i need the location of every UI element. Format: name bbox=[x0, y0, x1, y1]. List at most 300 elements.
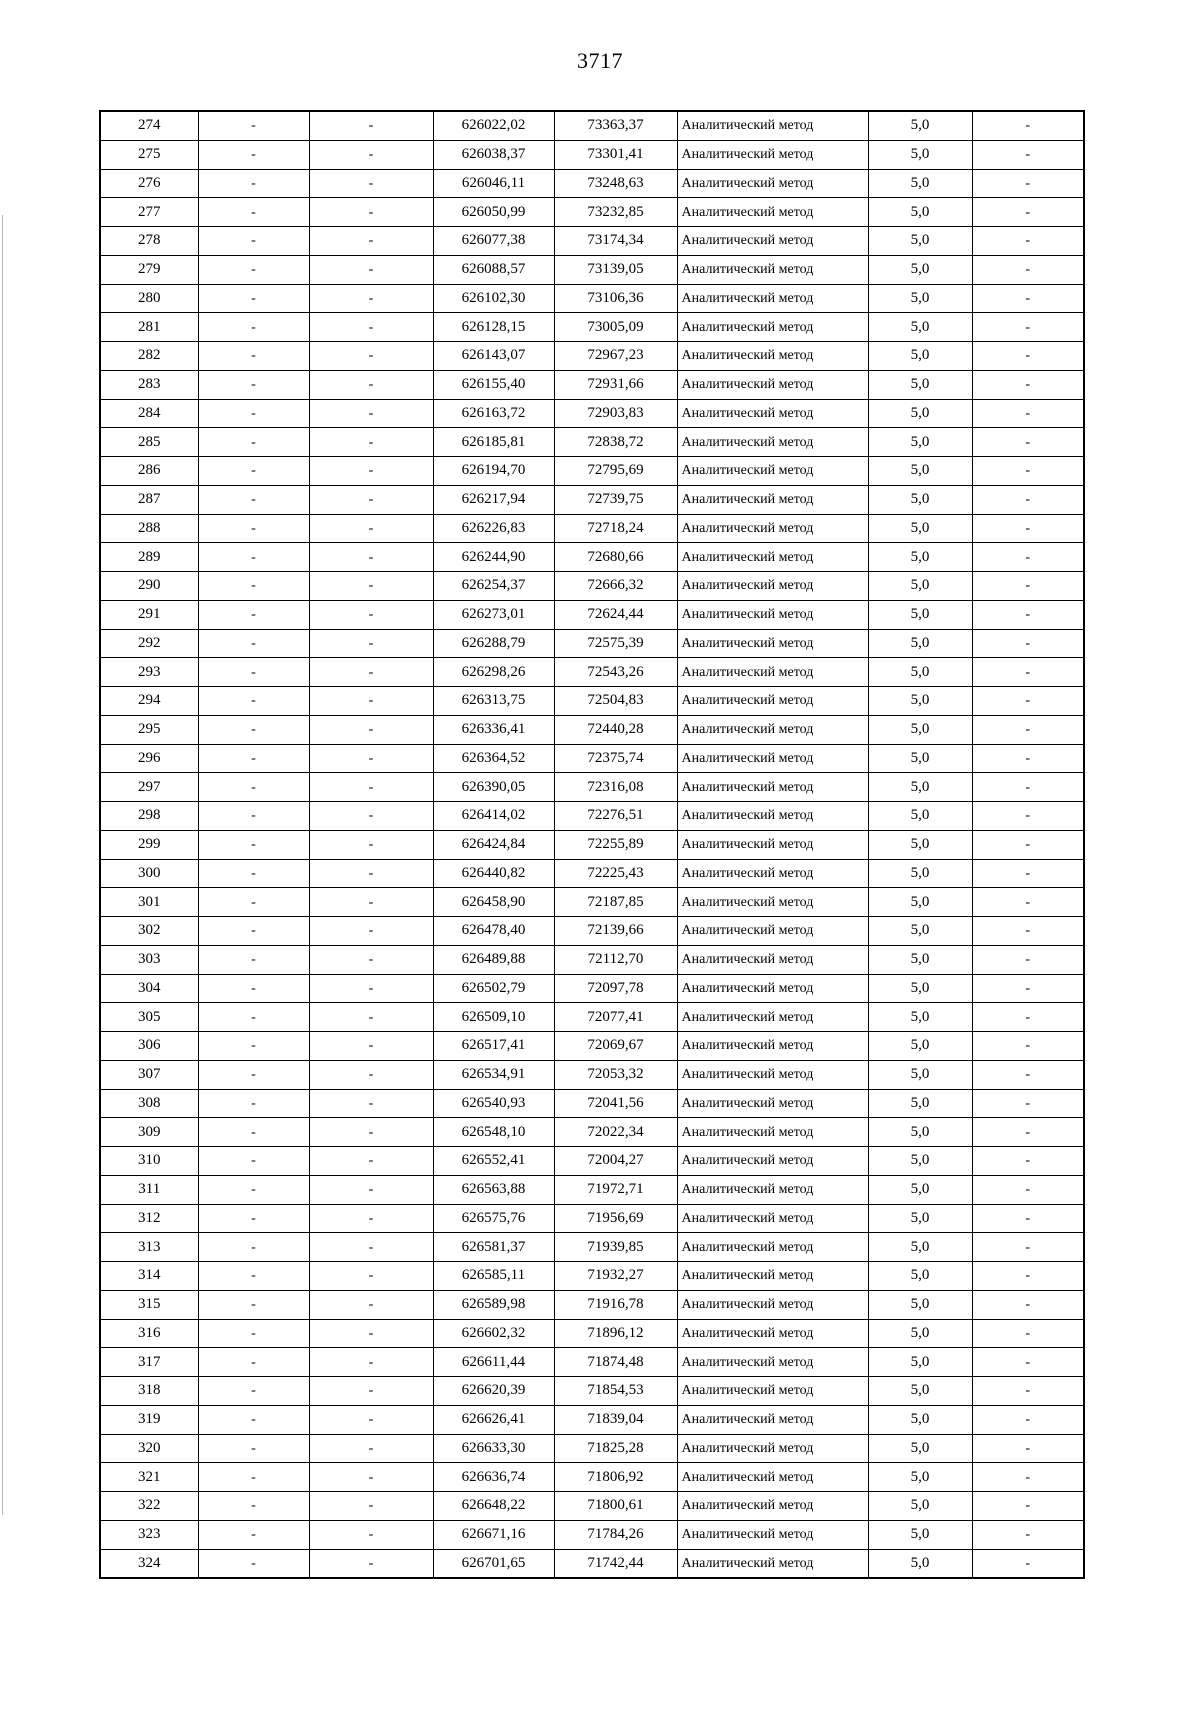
accuracy-cell: 5,0 bbox=[868, 1434, 972, 1463]
y-coordinate-cell: 72112,70 bbox=[554, 945, 677, 974]
point-number-cell: 311 bbox=[100, 1175, 198, 1204]
empty-value-cell: - bbox=[198, 284, 309, 313]
method-cell: Аналитический метод bbox=[677, 428, 868, 457]
accuracy-cell: 5,0 bbox=[868, 370, 972, 399]
method-cell: Аналитический метод bbox=[677, 917, 868, 946]
y-coordinate-cell: 72575,39 bbox=[554, 629, 677, 658]
empty-value-cell: - bbox=[309, 744, 433, 773]
empty-value-cell: - bbox=[309, 111, 433, 140]
method-cell: Аналитический метод bbox=[677, 169, 868, 198]
empty-value-cell: - bbox=[198, 1262, 309, 1291]
y-coordinate-cell: 72225,43 bbox=[554, 859, 677, 888]
point-number-cell: 290 bbox=[100, 572, 198, 601]
empty-value-cell: - bbox=[309, 917, 433, 946]
y-coordinate-cell: 72097,78 bbox=[554, 974, 677, 1003]
table-row bbox=[100, 140, 1084, 169]
accuracy-cell: 5,0 bbox=[868, 284, 972, 313]
method-cell: Аналитический метод bbox=[677, 1089, 868, 1118]
method-cell: Аналитический метод bbox=[677, 687, 868, 716]
empty-value-cell: - bbox=[309, 600, 433, 629]
empty-value-cell: - bbox=[972, 1204, 1084, 1233]
method-cell: Аналитический метод bbox=[677, 802, 868, 831]
table-row bbox=[100, 457, 1084, 486]
x-coordinate-cell: 626273,01 bbox=[433, 600, 554, 629]
method-cell: Аналитический метод bbox=[677, 111, 868, 140]
x-coordinate-cell: 626088,57 bbox=[433, 255, 554, 284]
x-coordinate-cell: 626548,10 bbox=[433, 1118, 554, 1147]
y-coordinate-cell: 71932,27 bbox=[554, 1262, 677, 1291]
y-coordinate-cell: 72680,66 bbox=[554, 543, 677, 572]
empty-value-cell: - bbox=[309, 1147, 433, 1176]
empty-value-cell: - bbox=[972, 1233, 1084, 1262]
table-row bbox=[100, 1118, 1084, 1147]
table-row bbox=[100, 1204, 1084, 1233]
empty-value-cell: - bbox=[972, 1290, 1084, 1319]
point-number-cell: 295 bbox=[100, 715, 198, 744]
empty-value-cell: - bbox=[972, 1118, 1084, 1147]
point-number-cell: 282 bbox=[100, 342, 198, 371]
empty-value-cell: - bbox=[972, 600, 1084, 629]
empty-value-cell: - bbox=[972, 1434, 1084, 1463]
empty-value-cell: - bbox=[972, 1520, 1084, 1549]
y-coordinate-cell: 73005,09 bbox=[554, 313, 677, 342]
y-coordinate-cell: 71874,48 bbox=[554, 1348, 677, 1377]
point-number-cell: 313 bbox=[100, 1233, 198, 1262]
table-row bbox=[100, 974, 1084, 1003]
empty-value-cell: - bbox=[198, 457, 309, 486]
x-coordinate-cell: 626552,41 bbox=[433, 1147, 554, 1176]
point-number-cell: 297 bbox=[100, 773, 198, 802]
empty-value-cell: - bbox=[309, 399, 433, 428]
empty-value-cell: - bbox=[309, 658, 433, 687]
x-coordinate-cell: 626163,72 bbox=[433, 399, 554, 428]
empty-value-cell: - bbox=[972, 1492, 1084, 1521]
accuracy-cell: 5,0 bbox=[868, 457, 972, 486]
x-coordinate-cell: 626636,74 bbox=[433, 1463, 554, 1492]
x-coordinate-cell: 626185,81 bbox=[433, 428, 554, 457]
empty-value-cell: - bbox=[198, 255, 309, 284]
point-number-cell: 317 bbox=[100, 1348, 198, 1377]
y-coordinate-cell: 72931,66 bbox=[554, 370, 677, 399]
point-number-cell: 280 bbox=[100, 284, 198, 313]
y-coordinate-cell: 72666,32 bbox=[554, 572, 677, 601]
empty-value-cell: - bbox=[972, 629, 1084, 658]
accuracy-cell: 5,0 bbox=[868, 543, 972, 572]
y-coordinate-cell: 73232,85 bbox=[554, 198, 677, 227]
empty-value-cell: - bbox=[198, 1089, 309, 1118]
method-cell: Аналитический метод bbox=[677, 1492, 868, 1521]
empty-value-cell: - bbox=[198, 428, 309, 457]
point-number-cell: 304 bbox=[100, 974, 198, 1003]
method-cell: Аналитический метод bbox=[677, 1348, 868, 1377]
y-coordinate-cell: 72718,24 bbox=[554, 514, 677, 543]
table-row bbox=[100, 830, 1084, 859]
method-cell: Аналитический метод bbox=[677, 1434, 868, 1463]
empty-value-cell: - bbox=[198, 773, 309, 802]
x-coordinate-cell: 626143,07 bbox=[433, 342, 554, 371]
accuracy-cell: 5,0 bbox=[868, 802, 972, 831]
method-cell: Аналитический метод bbox=[677, 572, 868, 601]
x-coordinate-cell: 626077,38 bbox=[433, 227, 554, 256]
x-coordinate-cell: 626424,84 bbox=[433, 830, 554, 859]
empty-value-cell: - bbox=[972, 859, 1084, 888]
point-number-cell: 277 bbox=[100, 198, 198, 227]
empty-value-cell: - bbox=[309, 1319, 433, 1348]
point-number-cell: 276 bbox=[100, 169, 198, 198]
accuracy-cell: 5,0 bbox=[868, 1348, 972, 1377]
method-cell: Аналитический метод bbox=[677, 1003, 868, 1032]
y-coordinate-cell: 71806,92 bbox=[554, 1463, 677, 1492]
empty-value-cell: - bbox=[198, 1319, 309, 1348]
point-number-cell: 296 bbox=[100, 744, 198, 773]
method-cell: Аналитический метод bbox=[677, 1175, 868, 1204]
table-row bbox=[100, 917, 1084, 946]
point-number-cell: 275 bbox=[100, 140, 198, 169]
method-cell: Аналитический метод bbox=[677, 227, 868, 256]
method-cell: Аналитический метод bbox=[677, 485, 868, 514]
empty-value-cell: - bbox=[309, 255, 433, 284]
table-row bbox=[100, 1549, 1084, 1578]
y-coordinate-cell: 72069,67 bbox=[554, 1032, 677, 1061]
accuracy-cell: 5,0 bbox=[868, 1118, 972, 1147]
y-coordinate-cell: 72739,75 bbox=[554, 485, 677, 514]
accuracy-cell: 5,0 bbox=[868, 485, 972, 514]
empty-value-cell: - bbox=[198, 1147, 309, 1176]
empty-value-cell: - bbox=[972, 744, 1084, 773]
empty-value-cell: - bbox=[309, 428, 433, 457]
y-coordinate-cell: 72838,72 bbox=[554, 428, 677, 457]
empty-value-cell: - bbox=[972, 140, 1084, 169]
accuracy-cell: 5,0 bbox=[868, 399, 972, 428]
empty-value-cell: - bbox=[198, 1060, 309, 1089]
point-number-cell: 279 bbox=[100, 255, 198, 284]
method-cell: Аналитический метод bbox=[677, 945, 868, 974]
y-coordinate-cell: 71916,78 bbox=[554, 1290, 677, 1319]
table-row bbox=[100, 198, 1084, 227]
empty-value-cell: - bbox=[972, 198, 1084, 227]
method-cell: Аналитический метод bbox=[677, 1032, 868, 1061]
accuracy-cell: 5,0 bbox=[868, 514, 972, 543]
method-cell: Аналитический метод bbox=[677, 1290, 868, 1319]
x-coordinate-cell: 626581,37 bbox=[433, 1233, 554, 1262]
accuracy-cell: 5,0 bbox=[868, 1032, 972, 1061]
empty-value-cell: - bbox=[309, 342, 433, 371]
empty-value-cell: - bbox=[309, 1348, 433, 1377]
method-cell: Аналитический метод bbox=[677, 284, 868, 313]
empty-value-cell: - bbox=[972, 1463, 1084, 1492]
empty-value-cell: - bbox=[309, 370, 433, 399]
table-row bbox=[100, 888, 1084, 917]
method-cell: Аналитический метод bbox=[677, 830, 868, 859]
table-row bbox=[100, 1463, 1084, 1492]
table-row bbox=[100, 1405, 1084, 1434]
empty-value-cell: - bbox=[198, 658, 309, 687]
empty-value-cell: - bbox=[972, 974, 1084, 1003]
accuracy-cell: 5,0 bbox=[868, 1003, 972, 1032]
point-number-cell: 298 bbox=[100, 802, 198, 831]
x-coordinate-cell: 626022,02 bbox=[433, 111, 554, 140]
table-row bbox=[100, 514, 1084, 543]
x-coordinate-cell: 626440,82 bbox=[433, 859, 554, 888]
empty-value-cell: - bbox=[972, 888, 1084, 917]
empty-value-cell: - bbox=[309, 514, 433, 543]
x-coordinate-cell: 626534,91 bbox=[433, 1060, 554, 1089]
empty-value-cell: - bbox=[972, 485, 1084, 514]
empty-value-cell: - bbox=[198, 1377, 309, 1406]
empty-value-cell: - bbox=[198, 945, 309, 974]
table-row bbox=[100, 1377, 1084, 1406]
table-row bbox=[100, 111, 1084, 140]
x-coordinate-cell: 626602,32 bbox=[433, 1319, 554, 1348]
empty-value-cell: - bbox=[198, 370, 309, 399]
point-number-cell: 315 bbox=[100, 1290, 198, 1319]
accuracy-cell: 5,0 bbox=[868, 572, 972, 601]
y-coordinate-cell: 72041,56 bbox=[554, 1089, 677, 1118]
empty-value-cell: - bbox=[309, 888, 433, 917]
method-cell: Аналитический метод bbox=[677, 1319, 868, 1348]
accuracy-cell: 5,0 bbox=[868, 859, 972, 888]
y-coordinate-cell: 71742,44 bbox=[554, 1549, 677, 1578]
x-coordinate-cell: 626102,30 bbox=[433, 284, 554, 313]
x-coordinate-cell: 626540,93 bbox=[433, 1089, 554, 1118]
point-number-cell: 283 bbox=[100, 370, 198, 399]
accuracy-cell: 5,0 bbox=[868, 1204, 972, 1233]
empty-value-cell: - bbox=[198, 572, 309, 601]
method-cell: Аналитический метод bbox=[677, 773, 868, 802]
empty-value-cell: - bbox=[198, 1492, 309, 1521]
empty-value-cell: - bbox=[198, 140, 309, 169]
table-row bbox=[100, 1262, 1084, 1291]
x-coordinate-cell: 626671,16 bbox=[433, 1520, 554, 1549]
table-row bbox=[100, 658, 1084, 687]
empty-value-cell: - bbox=[198, 485, 309, 514]
table-row bbox=[100, 227, 1084, 256]
empty-value-cell: - bbox=[198, 1204, 309, 1233]
point-number-cell: 308 bbox=[100, 1089, 198, 1118]
point-number-cell: 303 bbox=[100, 945, 198, 974]
method-cell: Аналитический метод bbox=[677, 457, 868, 486]
x-coordinate-cell: 626414,02 bbox=[433, 802, 554, 831]
point-number-cell: 289 bbox=[100, 543, 198, 572]
x-coordinate-cell: 626620,39 bbox=[433, 1377, 554, 1406]
empty-value-cell: - bbox=[198, 1520, 309, 1549]
method-cell: Аналитический метод bbox=[677, 715, 868, 744]
page-number: 3717 bbox=[577, 48, 623, 73]
empty-value-cell: - bbox=[972, 1032, 1084, 1061]
empty-value-cell: - bbox=[309, 1405, 433, 1434]
empty-value-cell: - bbox=[309, 1060, 433, 1089]
empty-value-cell: - bbox=[198, 917, 309, 946]
point-number-cell: 301 bbox=[100, 888, 198, 917]
method-cell: Аналитический метод bbox=[677, 888, 868, 917]
table-row bbox=[100, 313, 1084, 342]
empty-value-cell: - bbox=[972, 715, 1084, 744]
empty-value-cell: - bbox=[309, 974, 433, 1003]
accuracy-cell: 5,0 bbox=[868, 140, 972, 169]
table-row bbox=[100, 169, 1084, 198]
accuracy-cell: 5,0 bbox=[868, 600, 972, 629]
empty-value-cell: - bbox=[309, 169, 433, 198]
empty-value-cell: - bbox=[198, 313, 309, 342]
x-coordinate-cell: 626648,22 bbox=[433, 1492, 554, 1521]
accuracy-cell: 5,0 bbox=[868, 1463, 972, 1492]
method-cell: Аналитический метод bbox=[677, 543, 868, 572]
table-row bbox=[100, 1089, 1084, 1118]
empty-value-cell: - bbox=[972, 572, 1084, 601]
empty-value-cell: - bbox=[309, 1089, 433, 1118]
y-coordinate-cell: 72440,28 bbox=[554, 715, 677, 744]
empty-value-cell: - bbox=[972, 342, 1084, 371]
accuracy-cell: 5,0 bbox=[868, 658, 972, 687]
empty-value-cell: - bbox=[972, 773, 1084, 802]
point-number-cell: 292 bbox=[100, 629, 198, 658]
table-row bbox=[100, 1520, 1084, 1549]
table-row bbox=[100, 802, 1084, 831]
accuracy-cell: 5,0 bbox=[868, 830, 972, 859]
method-cell: Аналитический метод bbox=[677, 629, 868, 658]
empty-value-cell: - bbox=[309, 859, 433, 888]
y-coordinate-cell: 72139,66 bbox=[554, 917, 677, 946]
empty-value-cell: - bbox=[309, 1204, 433, 1233]
empty-value-cell: - bbox=[309, 198, 433, 227]
table-row bbox=[100, 600, 1084, 629]
x-coordinate-cell: 626313,75 bbox=[433, 687, 554, 716]
point-number-cell: 309 bbox=[100, 1118, 198, 1147]
accuracy-cell: 5,0 bbox=[868, 1405, 972, 1434]
accuracy-cell: 5,0 bbox=[868, 1175, 972, 1204]
empty-value-cell: - bbox=[198, 830, 309, 859]
y-coordinate-cell: 71854,53 bbox=[554, 1377, 677, 1406]
y-coordinate-cell: 71939,85 bbox=[554, 1233, 677, 1262]
point-number-cell: 312 bbox=[100, 1204, 198, 1233]
y-coordinate-cell: 73363,37 bbox=[554, 111, 677, 140]
empty-value-cell: - bbox=[198, 169, 309, 198]
empty-value-cell: - bbox=[309, 227, 433, 256]
point-number-cell: 318 bbox=[100, 1377, 198, 1406]
y-coordinate-cell: 73139,05 bbox=[554, 255, 677, 284]
method-cell: Аналитический метод bbox=[677, 744, 868, 773]
accuracy-cell: 5,0 bbox=[868, 111, 972, 140]
empty-value-cell: - bbox=[198, 1003, 309, 1032]
method-cell: Аналитический метод bbox=[677, 1233, 868, 1262]
table-row bbox=[100, 284, 1084, 313]
empty-value-cell: - bbox=[972, 1089, 1084, 1118]
empty-value-cell: - bbox=[309, 1377, 433, 1406]
y-coordinate-cell: 72624,44 bbox=[554, 600, 677, 629]
x-coordinate-cell: 626288,79 bbox=[433, 629, 554, 658]
y-coordinate-cell: 72187,85 bbox=[554, 888, 677, 917]
empty-value-cell: - bbox=[972, 917, 1084, 946]
method-cell: Аналитический метод bbox=[677, 198, 868, 227]
table-body bbox=[100, 111, 1084, 1578]
x-coordinate-cell: 626155,40 bbox=[433, 370, 554, 399]
empty-value-cell: - bbox=[309, 773, 433, 802]
empty-value-cell: - bbox=[198, 888, 309, 917]
accuracy-cell: 5,0 bbox=[868, 715, 972, 744]
empty-value-cell: - bbox=[309, 1520, 433, 1549]
y-coordinate-cell: 71800,61 bbox=[554, 1492, 677, 1521]
coordinates-table bbox=[99, 110, 1085, 1579]
accuracy-cell: 5,0 bbox=[868, 629, 972, 658]
table-row bbox=[100, 1290, 1084, 1319]
y-coordinate-cell: 72276,51 bbox=[554, 802, 677, 831]
empty-value-cell: - bbox=[198, 1348, 309, 1377]
empty-value-cell: - bbox=[309, 1032, 433, 1061]
method-cell: Аналитический метод bbox=[677, 658, 868, 687]
empty-value-cell: - bbox=[198, 1434, 309, 1463]
method-cell: Аналитический метод bbox=[677, 1118, 868, 1147]
empty-value-cell: - bbox=[198, 1032, 309, 1061]
point-number-cell: 285 bbox=[100, 428, 198, 457]
accuracy-cell: 5,0 bbox=[868, 974, 972, 1003]
empty-value-cell: - bbox=[198, 1175, 309, 1204]
empty-value-cell: - bbox=[198, 342, 309, 371]
empty-value-cell: - bbox=[309, 715, 433, 744]
y-coordinate-cell: 73106,36 bbox=[554, 284, 677, 313]
empty-value-cell: - bbox=[198, 1463, 309, 1492]
empty-value-cell: - bbox=[972, 1003, 1084, 1032]
method-cell: Аналитический метод bbox=[677, 1204, 868, 1233]
table-row bbox=[100, 1175, 1084, 1204]
empty-value-cell: - bbox=[972, 284, 1084, 313]
empty-value-cell: - bbox=[309, 572, 433, 601]
y-coordinate-cell: 72053,32 bbox=[554, 1060, 677, 1089]
x-coordinate-cell: 626517,41 bbox=[433, 1032, 554, 1061]
point-number-cell: 323 bbox=[100, 1520, 198, 1549]
x-coordinate-cell: 626509,10 bbox=[433, 1003, 554, 1032]
empty-value-cell: - bbox=[198, 399, 309, 428]
empty-value-cell: - bbox=[309, 140, 433, 169]
empty-value-cell: - bbox=[198, 1233, 309, 1262]
y-coordinate-cell: 72022,34 bbox=[554, 1118, 677, 1147]
empty-value-cell: - bbox=[309, 1233, 433, 1262]
x-coordinate-cell: 626244,90 bbox=[433, 543, 554, 572]
accuracy-cell: 5,0 bbox=[868, 1262, 972, 1291]
empty-value-cell: - bbox=[309, 1290, 433, 1319]
empty-value-cell: - bbox=[972, 802, 1084, 831]
accuracy-cell: 5,0 bbox=[868, 313, 972, 342]
table-row bbox=[100, 1319, 1084, 1348]
y-coordinate-cell: 72255,89 bbox=[554, 830, 677, 859]
point-number-cell: 319 bbox=[100, 1405, 198, 1434]
x-coordinate-cell: 626336,41 bbox=[433, 715, 554, 744]
method-cell: Аналитический метод bbox=[677, 1377, 868, 1406]
empty-value-cell: - bbox=[309, 830, 433, 859]
x-coordinate-cell: 626701,65 bbox=[433, 1549, 554, 1578]
empty-value-cell: - bbox=[198, 687, 309, 716]
empty-value-cell: - bbox=[309, 1118, 433, 1147]
empty-value-cell: - bbox=[309, 629, 433, 658]
accuracy-cell: 5,0 bbox=[868, 169, 972, 198]
accuracy-cell: 5,0 bbox=[868, 428, 972, 457]
empty-value-cell: - bbox=[198, 744, 309, 773]
y-coordinate-cell: 72077,41 bbox=[554, 1003, 677, 1032]
table-row bbox=[100, 1492, 1084, 1521]
method-cell: Аналитический метод bbox=[677, 1549, 868, 1578]
empty-value-cell: - bbox=[972, 543, 1084, 572]
empty-value-cell: - bbox=[972, 1147, 1084, 1176]
point-number-cell: 316 bbox=[100, 1319, 198, 1348]
accuracy-cell: 5,0 bbox=[868, 1233, 972, 1262]
x-coordinate-cell: 626038,37 bbox=[433, 140, 554, 169]
x-coordinate-cell: 626611,44 bbox=[433, 1348, 554, 1377]
table-row bbox=[100, 1348, 1084, 1377]
y-coordinate-cell: 71972,71 bbox=[554, 1175, 677, 1204]
point-number-cell: 286 bbox=[100, 457, 198, 486]
method-cell: Аналитический метод bbox=[677, 342, 868, 371]
empty-value-cell: - bbox=[972, 1405, 1084, 1434]
point-number-cell: 278 bbox=[100, 227, 198, 256]
